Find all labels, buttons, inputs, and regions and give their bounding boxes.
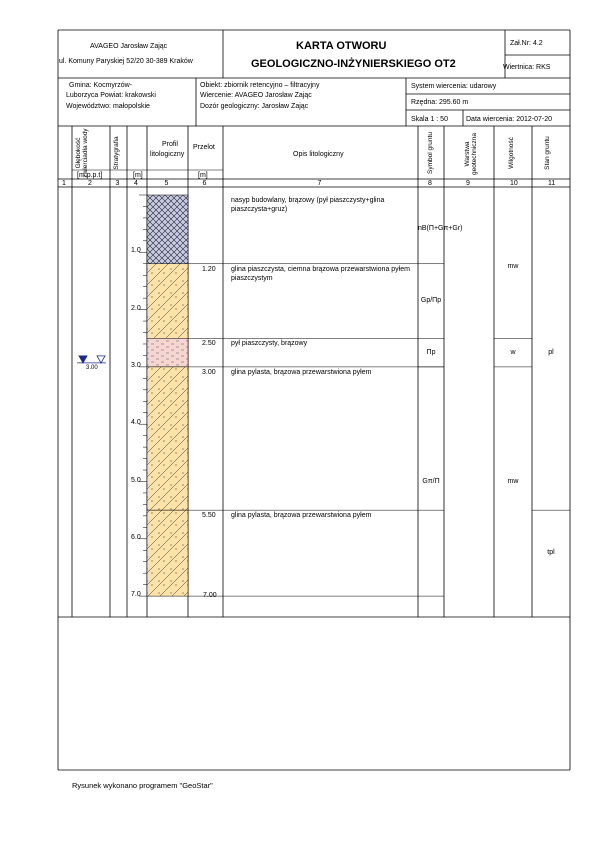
- col8-header: Symbol gruntu: [427, 132, 434, 174]
- col7-header: Opis litologiczny: [293, 151, 344, 158]
- depth-label: 4.0: [131, 419, 141, 427]
- col1-header: Głębokość zwierciadła wody: [75, 128, 90, 178]
- depth-label: 1.0: [131, 247, 141, 255]
- info-drilling: Wiercenie: AVAGEO Jarosław Zając: [200, 92, 312, 99]
- layer-description: glina piaszczysta, ciemna brązowa przewarstwiona pyłem piaszczystym: [231, 265, 410, 282]
- water-found-icon: [79, 356, 87, 363]
- col3-header: Stratygrafia: [113, 136, 120, 170]
- col6-header: Przelot: [193, 144, 215, 151]
- end-depth: 7.00: [203, 592, 217, 599]
- profile-layer-3: [147, 338, 188, 367]
- moisture-value: mw: [507, 262, 519, 270]
- layer-description: pył piaszczysty, brązowy: [231, 340, 308, 348]
- profile-layer-5: [147, 510, 188, 596]
- water-stabilized-icon: [97, 356, 105, 363]
- water-depth-label: 3.00: [86, 365, 98, 371]
- col5-header-2: litologiczny: [150, 151, 185, 158]
- col6-unit: [m]: [198, 172, 208, 179]
- depth-label: 7.0: [131, 591, 141, 599]
- info-voivodeship: Województwo: małopolskie: [66, 103, 150, 110]
- info-system: System wiercenia: udarowy: [411, 83, 497, 90]
- company-address: ul. Komuny Paryskiej 52/20 30-389 Kraków: [59, 58, 193, 65]
- profile-layer-4: [147, 367, 188, 510]
- layer-interval: 5.50: [202, 512, 216, 520]
- soil-symbol: Πp: [426, 348, 436, 356]
- column-number-7: 7: [317, 180, 322, 187]
- column-number-2: 2: [88, 180, 92, 187]
- moisture-value: mw: [507, 477, 519, 485]
- info-object: Obiekt: zbiornik retencyjno – filtracyjny: [200, 82, 320, 89]
- depth-label: 3.0: [131, 361, 141, 369]
- layer-description: nasyp budowlany, brązowy (pył piaszczysty+glina piaszczysta+gruz): [231, 197, 385, 213]
- moisture-value: w: [510, 348, 516, 356]
- soil-symbol: nB(Π+Gπ+Gr): [418, 225, 463, 233]
- depth-label: 5.0: [131, 476, 141, 484]
- soil-state-value: tpl: [547, 549, 555, 557]
- column-number-11: 11: [548, 180, 556, 187]
- col10-header: Wilgotność: [508, 137, 515, 169]
- layer-description: glina pylasta, brązowa przewarstwiona pyłem: [231, 512, 372, 520]
- company-name: AVAGEO Jarosław Zając: [90, 43, 168, 50]
- driller-rig: Wiertnica: RKS: [503, 64, 551, 71]
- layer-interval: 2.50: [202, 340, 216, 348]
- layer-interval: 1.20: [202, 265, 216, 273]
- col9-header: Warstwa geotechniczna: [464, 133, 479, 175]
- col4-unit: [m]: [133, 172, 143, 179]
- column-number-10: 10: [510, 180, 518, 187]
- info-locality: Luborzyca Powiat: krakowski: [66, 92, 156, 99]
- profile-layer-2: [147, 264, 188, 338]
- column-number-6: 6: [202, 180, 207, 187]
- column-number-9: 9: [466, 180, 470, 187]
- soil-symbol: Gp/Πp: [420, 297, 442, 304]
- soil-state-value: pl: [548, 348, 554, 356]
- info-date: Data wiercenia: 2012-07-20: [466, 116, 552, 123]
- layer-interval: 3.00: [202, 368, 216, 376]
- info-elevation: Rzędna: 295.60 m: [411, 99, 469, 106]
- col11-header: Stan gruntu: [544, 136, 551, 170]
- depth-label: 2.0: [131, 304, 141, 312]
- info-gmina: Gmina: Kocmyrzów-: [69, 82, 133, 89]
- column-number-4: 4: [134, 180, 138, 187]
- soil-symbol: Gπ/Π: [422, 477, 440, 485]
- depth-label: 6.0: [131, 533, 141, 541]
- footer-note: Rysunek wykonano programem "GeoStar": [72, 781, 213, 790]
- column-number-3: 3: [115, 180, 120, 187]
- column-number-1: 1: [62, 180, 66, 187]
- info-supervisor: Dozór geologiczny: Jarosław Zając: [200, 103, 309, 110]
- col1-unit: [m.p.p.t]: [77, 172, 103, 179]
- sheet-title: KARTA OTWORU: [296, 40, 387, 52]
- column-number-8: 8: [428, 180, 432, 187]
- info-scale: Skala 1 : 50: [411, 116, 448, 123]
- water-level-marker: [77, 356, 106, 363]
- col5-header-1: Profil: [162, 141, 178, 148]
- sheet-subtitle: GEOLOGICZNO-INŻYNIERSKIEGO OT2: [251, 58, 456, 70]
- layer-description: glina pylasta, brązowa przewarstwiona pyłem: [231, 368, 372, 376]
- attachment-number: Zał.Nr: 4.2: [510, 40, 543, 47]
- profile-layer-1: [147, 195, 188, 264]
- lithology-profile: [147, 195, 188, 596]
- column-number-5: 5: [164, 180, 169, 187]
